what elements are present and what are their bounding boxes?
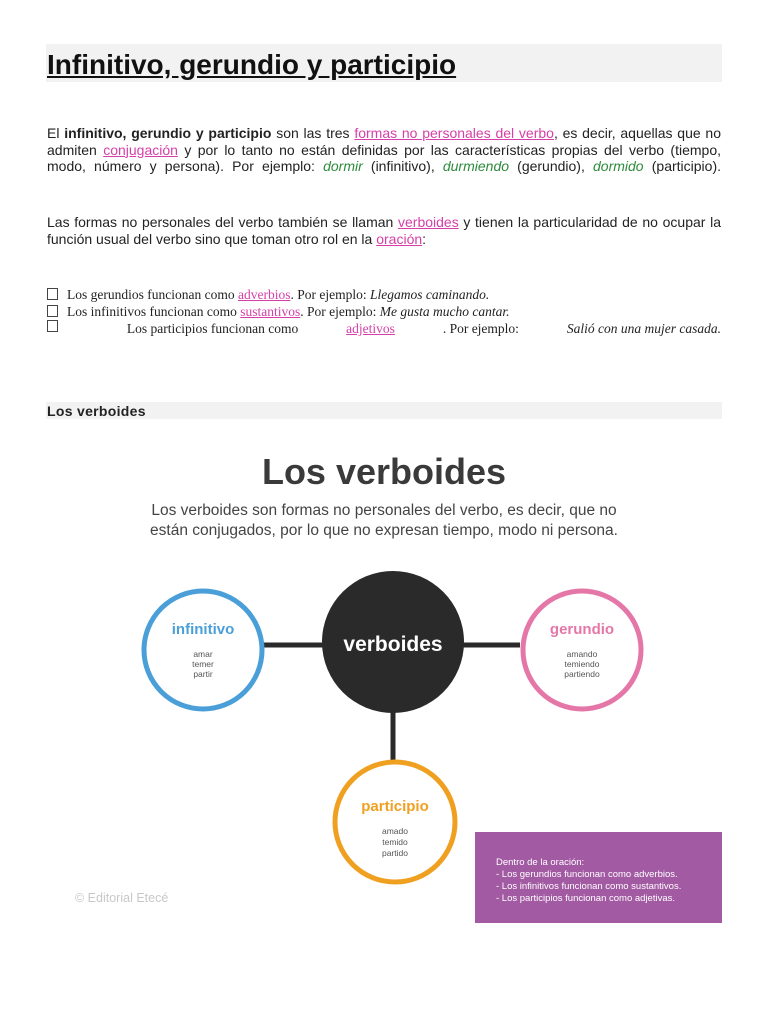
page-title: Infinitivo, gerundio y participio: [47, 49, 457, 80]
link-verboides[interactable]: verboides: [398, 214, 459, 230]
node-participio-label: participio: [361, 798, 429, 815]
node-word: partir: [193, 669, 213, 679]
section-title: Los verboides: [47, 403, 146, 419]
bullet-gerundios: Los gerundios funcionan como adverbios. Por ejemplo: Llegamos caminando.: [47, 286, 721, 303]
center-node-label: verboides: [343, 633, 443, 656]
intro-text: (participio).: [643, 158, 721, 174]
infographic-subtitle-2: están conjugados, por lo que no expresan tiempo, modo ni persona.: [150, 522, 618, 539]
summary-box-line: - Los infinitivos funcionan como sustantivos.: [496, 881, 682, 892]
summary-box-line: - Los gerundios funcionan como adverbios.: [496, 869, 678, 880]
summary-box-title: Dentro de la oración:: [496, 857, 585, 868]
node-word: amando: [566, 649, 598, 659]
node-infinitivo-label: infinitivo: [171, 621, 235, 638]
example-text: Me gusta mucho cantar.: [379, 304, 510, 319]
link-adverbios[interactable]: adverbios: [237, 287, 291, 302]
intro-text: , es decir, aquellas que no admiten: [47, 125, 721, 158]
intro-text: (infinitivo),: [362, 158, 443, 174]
node-word: temer: [192, 659, 214, 669]
node-word: temido: [382, 837, 408, 847]
node-word: amar: [193, 649, 213, 659]
bullet-infinitivos: Los infinitivos funcionan como sustantivos. Por ejemplo: Me gusta mucho cantar.: [47, 303, 721, 320]
example-gerundio: durmiendo: [442, 158, 510, 174]
link-oracion[interactable]: oración: [376, 230, 423, 247]
intro-text: (gerundio),: [509, 158, 594, 174]
example-text: Salió con una mujer casada.: [566, 321, 721, 336]
example-participio: dormido: [593, 158, 644, 174]
example-infinitivo: dormir: [323, 158, 363, 174]
intro-text: son las tres: [271, 125, 355, 141]
intro-bold: infinitivo, gerundio y participio: [64, 125, 272, 141]
link-formas-no-personales[interactable]: formas no personales del verbo: [354, 125, 554, 141]
bullet-participios: Los participios funcionan como adjetivos . Por ejemplo: Salió con una mujer casada.: [47, 320, 721, 337]
infographic-title: Los verboides: [261, 451, 507, 492]
node-word: partiendo: [564, 669, 600, 679]
node-word: temiendo: [564, 659, 600, 669]
summary-box-line: - Los participios funcionan como adjetivas.: [496, 893, 676, 904]
infographic-subtitle-1: Los verboides son formas no personales del verbo, es decir, que no: [151, 502, 617, 519]
intro-text: y por lo tanto no están definidas por las características propias del verbo (tiempo, modo, número y persona). Por ejemplo:: [47, 141, 722, 174]
example-text: Llegamos caminando.: [369, 287, 490, 302]
node-word: amado: [382, 826, 408, 836]
second-text: :: [422, 230, 427, 247]
node-word: partido: [382, 848, 408, 858]
link-sustantivos[interactable]: sustantivos: [240, 304, 301, 319]
link-conjugacion[interactable]: conjugación: [103, 141, 178, 158]
credit-text: © Editorial Etecé: [75, 891, 169, 905]
node-gerundio-label: gerundio: [549, 621, 615, 638]
intro-text: El: [47, 125, 65, 141]
node-participio: [335, 762, 455, 882]
link-adjetivos[interactable]: adjetivos: [346, 321, 395, 336]
second-text: Las formas no personales del verbo también se llaman: [47, 214, 398, 230]
second-text: y tienen la particularidad de no ocupar la función usual del verbo sino que toman otro rol en la: [47, 214, 721, 247]
